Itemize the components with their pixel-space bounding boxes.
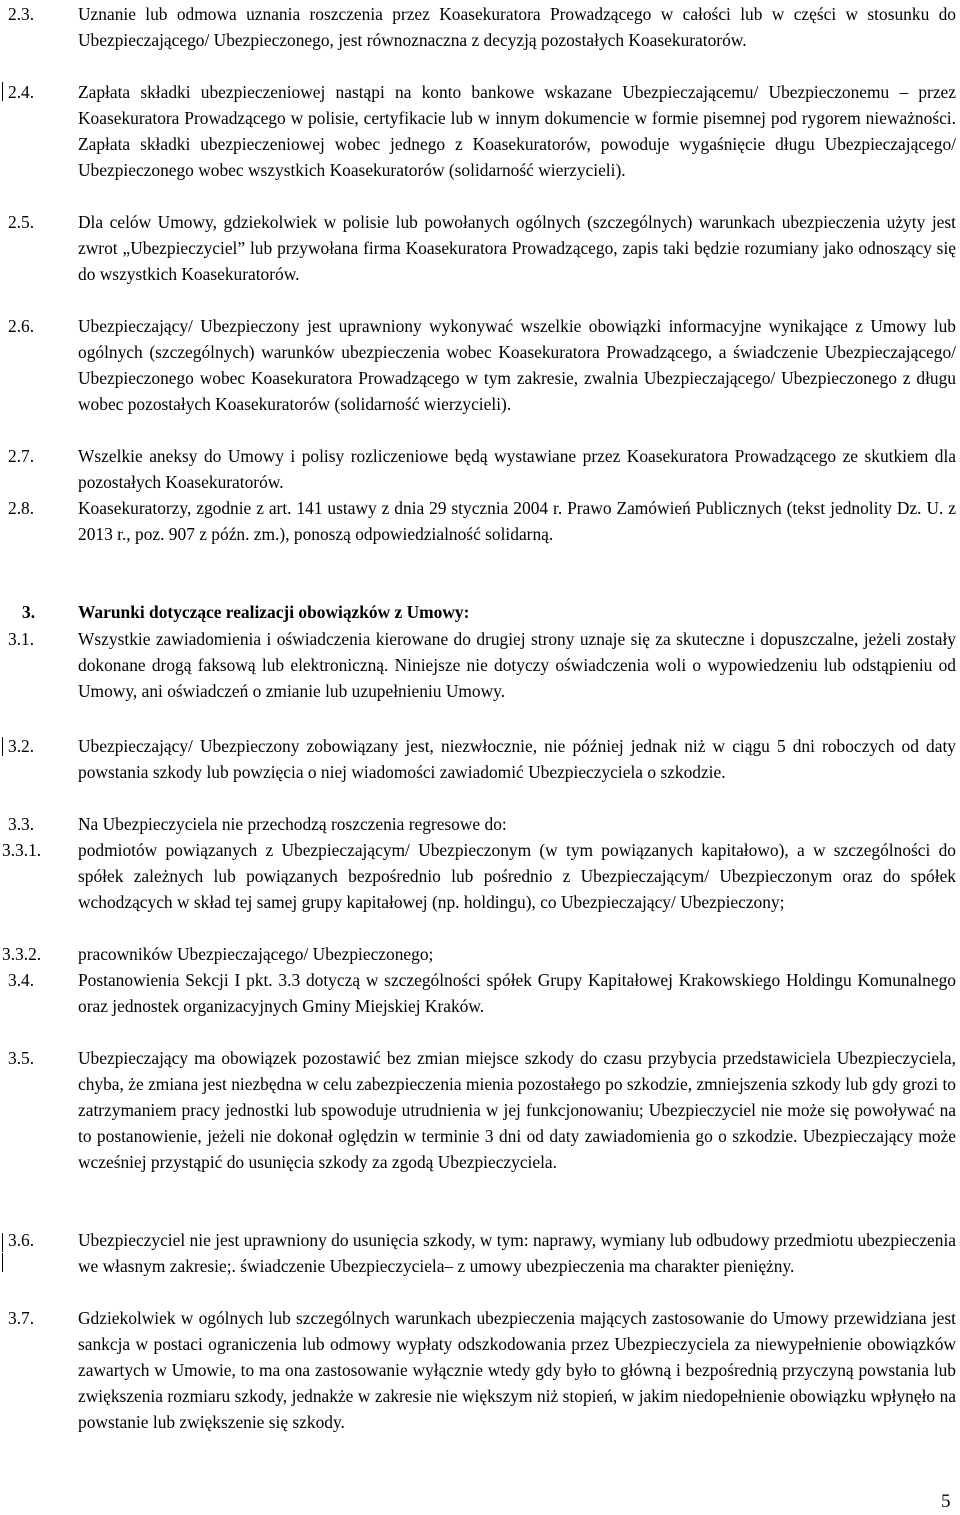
clause-text: Gdziekolwiek w ogólnych lub szczególnych warunkach ubezpieczenia mających zastosowanie do Umowy przewidziana jest sankcja w postaci ograniczenia lub odmowy wypłaty odszkodowania przez Ubezpieczyciela za niewypełnienie obowiązków zawartych w Umowie, to ma ona zastosowanie wyłącznie wtedy gdy było to główną i bezpośrednią przyczyną powstania lub zwiększenia rozmiaru szkody, jednakże w zakresie nie większym niż stopień, w jakim niedopełnienie obowiązku wpłynęło na powstanie lub zwiększenie się szkody. [78, 1308, 956, 1432]
page-number: 5 [941, 1491, 951, 1512]
revision-bar [2, 1233, 3, 1252]
clause-text: Ubezpieczający/ Ubezpieczony zobowiązany jest, niezwłocznie, nie później jednak niż w ciągu 5 dni roboczych od daty powstania szkody lub powzięcia o niej wiadomości zawiadomić Ubezpieczyciela o szkodzie. [78, 736, 956, 782]
clause-text: pracowników Ubezpieczającego/ Ubezpieczonego; [78, 944, 434, 964]
clause-number: 2.5. [8, 212, 35, 232]
clause-number: 3.3. [8, 814, 35, 834]
clause-number: 3.4. [8, 970, 35, 990]
clause-number: 2.8. [8, 498, 35, 518]
revision-bar [2, 1253, 3, 1272]
clause-number: 3.5. [8, 1048, 35, 1068]
clause-text: Postanowienia Sekcji I pkt. 3.3 dotyczą w szczególności spółek Grupy Kapitałowej Krakowskiego Holdingu Komunalnego oraz jednostek organizacyjnych Gminy Miejskiej Kraków. [78, 970, 956, 1016]
clause-number: 3.3.1. [2, 840, 42, 860]
clause-number: 3.2. [8, 736, 35, 756]
section-number: 3. [22, 602, 36, 622]
clause-text: Uznanie lub odmowa uznania roszczenia przez Koasekuratora Prowadzącego w całości lub w części w stosunku do Ubezpieczającego/ Ubezpieczonego, jest równoznaczna z decyzją pozostałych Koasekuratorów. [78, 4, 956, 50]
clause-number: 2.6. [8, 316, 35, 336]
clause-text: Ubezpieczający ma obowiązek pozostawić bez zmian miejsce szkody do czasu przybycia przedstawiciela Ubezpieczyciela, chyba, że zmiana jest niezbędna w celu zabezpieczenia mienia pozostałego po szkodzie, zmniejszenia szkody lub gdy grozi to zatrzymaniem pracy jednostki lub spowoduje utrudnienia w jej funkcjonowaniu; Ubezpieczyciel nie może się powoływać na to postanowienie, jeżeli nie dokonał oględzin w terminie 3 dni od daty zawiadomienia go o szkodzie. Ubezpieczający może wcześniej przystąpić do usunięcia szkody za zgodą Ubezpieczyciela. [78, 1048, 956, 1172]
clause-text: Koasekuratorzy, zgodnie z art. 141 ustawy z dnia 29 stycznia 2004 r. Prawo Zamówień Publicznych (tekst jednolity Dz. U. z 2013 r., poz. 907 z późn. zm.), ponoszą odpowiedzialność solidarną. [78, 498, 956, 544]
revision-bar [2, 737, 3, 756]
clause-text: Ubezpieczający/ Ubezpieczony jest uprawniony wykonywać wszelkie obowiązki informacyjne wynikające z Umowy lub ogólnych (szczególnych) warunków ubezpieczenia wobec Koasekuratora Prowadzącego, a świadczenie Ubezpieczającego/ Ubezpieczonego wobec Koasekuratora Prowadzącego w tym zakresie, zwalnia Ubezpieczającego/ Ubezpieczonego z długu wobec pozostałych Koasekuratorów (solidarność wierzycieli). [78, 316, 956, 414]
clause-text: Ubezpieczyciel nie jest uprawniony do usunięcia szkody, w tym: naprawy, wymiany lub odbudowy przedmiotu ubezpieczenia we własnym zakresie;. świadczenie Ubezpieczyciela– z umowy ubezpieczenia ma charakter pieniężny. [78, 1230, 956, 1276]
clause-number: 2.4. [8, 82, 35, 102]
clause-number: 3.6. [8, 1230, 35, 1250]
clause-text: Na Ubezpieczyciela nie przechodzą roszczenia regresowe do: [78, 814, 507, 834]
clause-number: 3.3.2. [2, 944, 42, 964]
revision-bar [2, 82, 3, 101]
clause-text: Zapłata składki ubezpieczeniowej nastąpi na konto bankowe wskazane Ubezpieczającemu/ Ubezpieczonemu – przez Koasekuratora Prowadzącego w polisie, certyfikacie lub w innym dokumencie w formie pisemnej pod rygorem nieważności. Zapłata składki ubezpieczeniowej wobec jednego z Koasekuratorów, powoduje wygaśnięcie długu Ubezpieczającego/ Ubezpieczonego wobec wszystkich Koasekuratorów (solidarność wierzycieli). [78, 82, 956, 180]
clause-text: Dla celów Umowy, gdziekolwiek w polisie lub powołanych ogólnych (szczególnych) warunkach ubezpieczenia użyty jest zwrot „Ubezpieczyciel” lub przywołana firma Koasekuratora Prowadzącego, zapis taki będzie rozumiany jako odnoszący się do wszystkich Koasekuratorów. [78, 212, 956, 284]
clause-number: 3.7. [8, 1308, 35, 1328]
clause-text: Wszystkie zawiadomienia i oświadczenia kierowane do drugiej strony uznaje się za skuteczne i dopuszczalne, jeżeli zostały dokonane drogą faksową lub elektroniczną. Niniejsze nie dotyczy oświadczenia woli o wypowiedzeniu lub odstąpieniu od Umowy, ani oświadczeń o zmianie lub uzupełnieniu Umowy. [78, 629, 956, 701]
section-title: Warunki dotyczące realizacji obowiązków z Umowy: [78, 602, 470, 622]
clause-number: 3.1. [8, 629, 35, 649]
clause-number: 2.7. [8, 446, 35, 466]
clause-number: 2.3. [8, 4, 35, 24]
clause-text: podmiotów powiązanych z Ubezpieczającym/ Ubezpieczonym (w tym powiązanych kapitałowo), a w szczególności do spółek zależnych lub powiązanych bezpośrednio lub pośrednio z Ubezpieczającym/ Ubezpieczonym oraz do spółek wchodzących w skład tej samej grupy kapitałowej (np. holdingu), co Ubezpieczający/ Ubezpieczony; [78, 840, 956, 912]
clause-text: Wszelkie aneksy do Umowy i polisy rozliczeniowe będą wystawiane przez Koasekuratora Prowadzącego ze skutkiem dla pozostałych Koasekuratorów. [78, 446, 956, 492]
